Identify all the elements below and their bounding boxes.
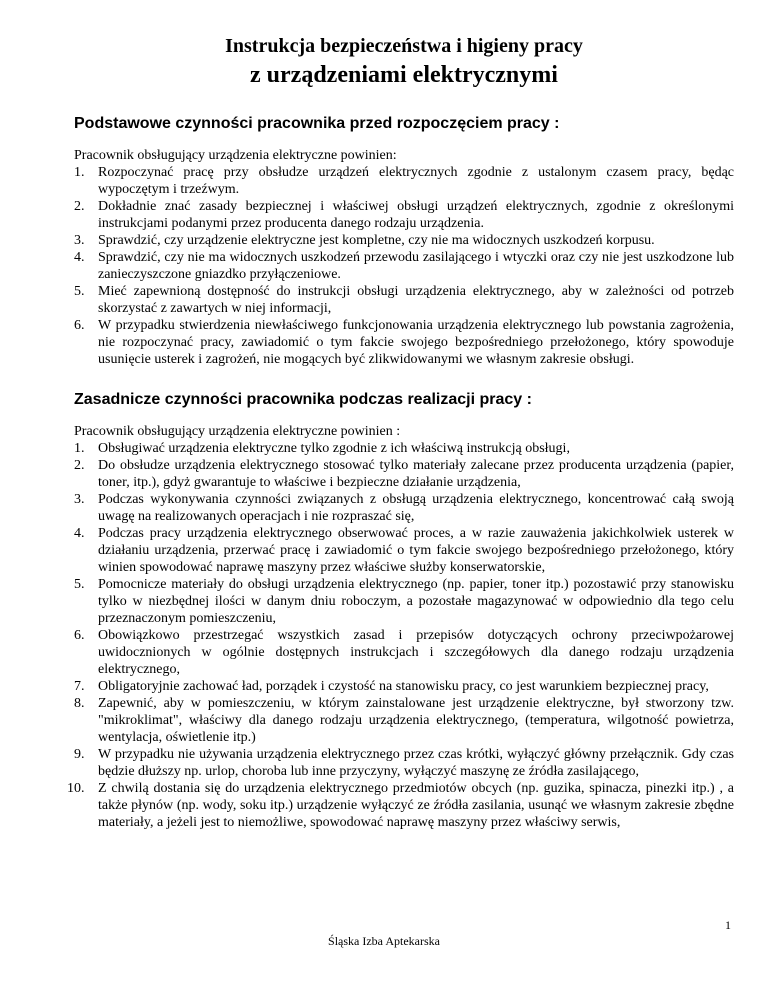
list-item: 5. Mieć zapewnioną dostępność do instrukcji obsługi urządzenia elektrycznego, aby w zależności od potrzeb skorzystać z zawartych w niej informacji,: [74, 284, 734, 316]
list-item: 2. Do obsłudze urządzenia elektrycznego stosować tylko materiały zalecane przez producenta urządzenia (papier, toner, itp.), gdyż gwarantuje to właściwe i bezpieczne działanie urządzenia,: [74, 458, 734, 490]
list-item: 3. Sprawdzić, czy urządzenie elektryczne jest kompletne, czy nie ma widocznych uszkodzeń korpusu.: [74, 233, 655, 248]
list-item: 2. Dokładnie znać zasady bezpiecznej i właściwej obsługi urządzeń elektrycznych, zgodnie z określonymi instrukcjami podanymi przez producenta danego rodzaju urządzenia.: [74, 199, 734, 231]
list-item: 6. Obowiązkowo przestrzegać wszystkich zasad i przepisów dotyczących ochrony przeciwpożarowej uwidocznionych w ogólnie dostępnych instrukcjach i szczegółowych dla danego rodzaju urządzenia elektrycznego,: [74, 628, 734, 677]
list-during-work: [67, 440, 734, 831]
document-title-line1: Instrukcja bezpieczeństwa i higieny pracy: [225, 35, 583, 57]
footer-organization: Śląska Izba Aptekarska: [328, 934, 440, 948]
list-item: 10. Z chwilą dostania się do urządzenia elektrycznego przedmiotów obcych (np. guzika, spinacza, pinezki itp.) , a także płynów (np. wody, soku itp.) urządzenie wyłączyć ze źródła zasilania, usunąć we własnym zakresie zbędne materiały, a jeżeli jest to niemożliwe, spowodować naprawę maszyny przez właściwy serwis,: [67, 781, 734, 830]
document-page: [67, 33, 734, 831]
section-heading-during-work: Zasadnicze czynności pracownika podczas realizacji pracy :: [74, 391, 532, 408]
section-heading-before-work: Podstawowe czynności pracownika przed rozpoczęciem pracy :: [74, 115, 560, 132]
document-title-line2: z urządzeniami elektrycznymi: [250, 62, 558, 88]
list-item: 9. W przypadku nie używania urządzenia elektrycznego przez czas krótki, wyłączyć główny przełącznik. Gdy czas będzie dłuższy np. urlop, choroba lub inne przyczyny, wyłączyć maszynę ze źródła zasilającego,: [74, 747, 734, 779]
section-intro-during-work: Pracownik obsługujący urządzenia elektryczne powinien :: [74, 424, 401, 439]
page-number: 1: [725, 918, 731, 932]
list-item: 4. Podczas pracy urządzenia elektrycznego obserwować proces, a w razie zauważenia jakichkolwiek usterek w działaniu urządzenia, przerwać pracę i zawiadomić o tym fakcie swojego bezpośredniego przełożonego, który winien spowodować naprawę maszyny przez właściwe służby konserwatorskie,: [74, 526, 734, 575]
list-item: 1. Obsługiwać urządzenia elektryczne tylko zgodnie z ich właściwą instrukcją obsługi,: [74, 441, 570, 456]
list-item: 7. Obligatoryjnie zachować ład, porządek i czystość na stanowisku pracy, co jest warunkiem bezpiecznej pracy,: [74, 679, 709, 694]
list-item: 6. W przypadku stwierdzenia niewłaściwego funkcjonowania urządzenia elektrycznego lub powstania zagrożenia, nie rozpoczynać pracy, zawiadomić o tym fakcie swojego bezpośredniego przełożonego, który spowoduje usunięcie usterek i zagrożeń, nie mogących być zlikwidowanymi we własnym zakresie obsługi.: [74, 318, 734, 367]
list-item: 8. Zapewnić, aby w pomieszczeniu, w którym zainstalowane jest urządzenie elektryczne, był stworzony tzw. "mikroklimat", właściwy dla danego rodzaju urządzenia elektrycznego, (temperatura, wilgotność powietrza, wentylacja, oświetlenie itp.): [74, 696, 734, 745]
list-item: 4. Sprawdzić, czy nie ma widocznych uszkodzeń przewodu zasilającego i wtyczki oraz czy nie jest uszkodzone lub zanieczyszczone gniazdko przyłączeniowe.: [74, 250, 734, 282]
list-item: 3. Podczas wykonywania czynności związanych z obsługą urządzenia elektrycznego, koncentrować całą swoją uwagę na realizowanych operacjach i nie rozpraszać się,: [74, 492, 734, 524]
section-intro-before-work: Pracownik obsługujący urządzenia elektryczne powinien:: [74, 148, 397, 163]
list-item: 5. Pomocnicze materiały do obsługi urządzenia elektrycznego (np. papier, toner itp.) pozostawić przy stanowisku tylko w niezbędnej ilości w danym dniu roboczym, a pozostałe magazynować w odpowiednio dla tego celu przeznaczonym pomieszczeniu,: [74, 577, 734, 626]
list-before-work: [74, 164, 734, 368]
list-item: 1. Rozpoczynać pracę przy obsłudze urządzeń elektrycznych zgodnie z ustalonym czasem pracy, będąc wypoczętym i trzeźwym.: [74, 165, 734, 197]
